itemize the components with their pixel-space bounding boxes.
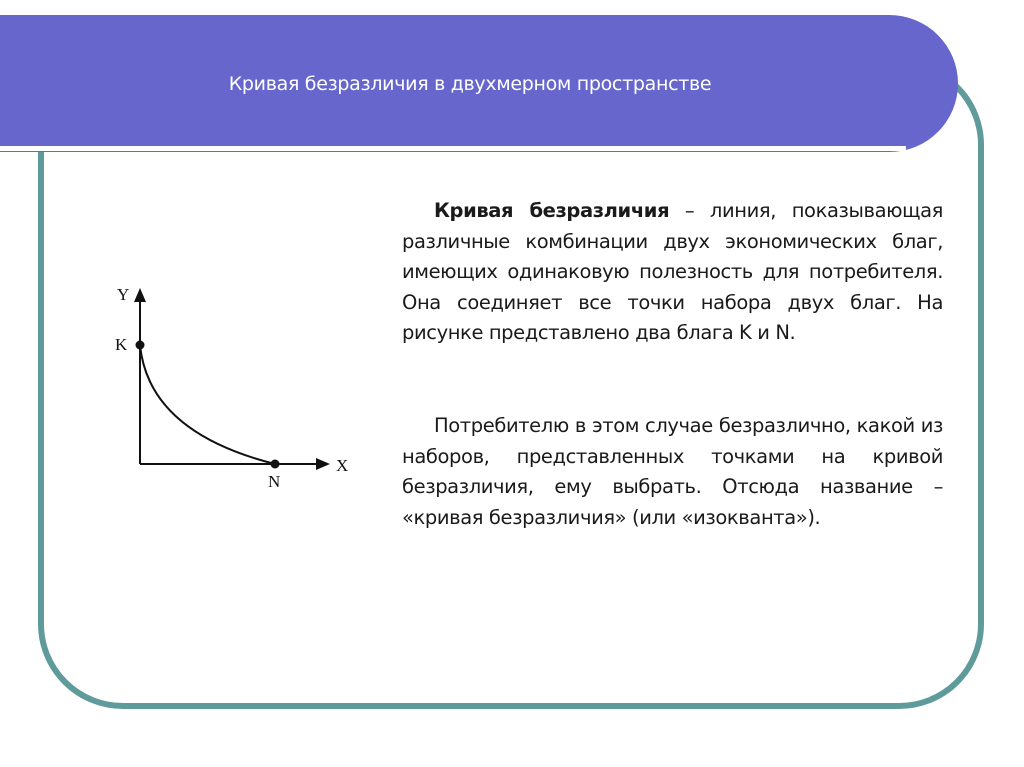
slide-header: [0, 15, 958, 152]
y-axis-arrow-icon: [134, 288, 146, 302]
explanation-paragraph: [402, 411, 943, 533]
explanation-text: Потребителю в этом случае безразлично, какой из наборов, представленных точками на кривой безразличия, ему выбрать. Отсюда название – «кривая безразличия» (или «изокванта»).: [402, 414, 943, 529]
slide-title: Кривая безразличия в двухмерном пространстве: [228, 73, 712, 95]
x-axis-label: X: [336, 456, 349, 475]
header-divider: [0, 146, 906, 151]
point-n: [271, 460, 280, 469]
definition-paragraph: [402, 196, 943, 349]
point-k: [136, 341, 145, 350]
indifference-curve-diagram: [100, 270, 360, 490]
defined-term: Кривая безразличия: [434, 199, 670, 222]
point-n-label: N: [268, 472, 281, 490]
definition-text: – линия, показывающая различные комбинации двух экономических благ, имеющих одинаковую полезность для потребителя. Она соединяет все точки набора двух благ. На рисунке представлено два блага K и N.: [402, 199, 943, 344]
y-axis-label: Y: [117, 285, 130, 304]
x-axis-arrow-icon: [316, 458, 330, 470]
indifference-curve: [140, 345, 275, 464]
point-k-label: K: [115, 335, 128, 354]
